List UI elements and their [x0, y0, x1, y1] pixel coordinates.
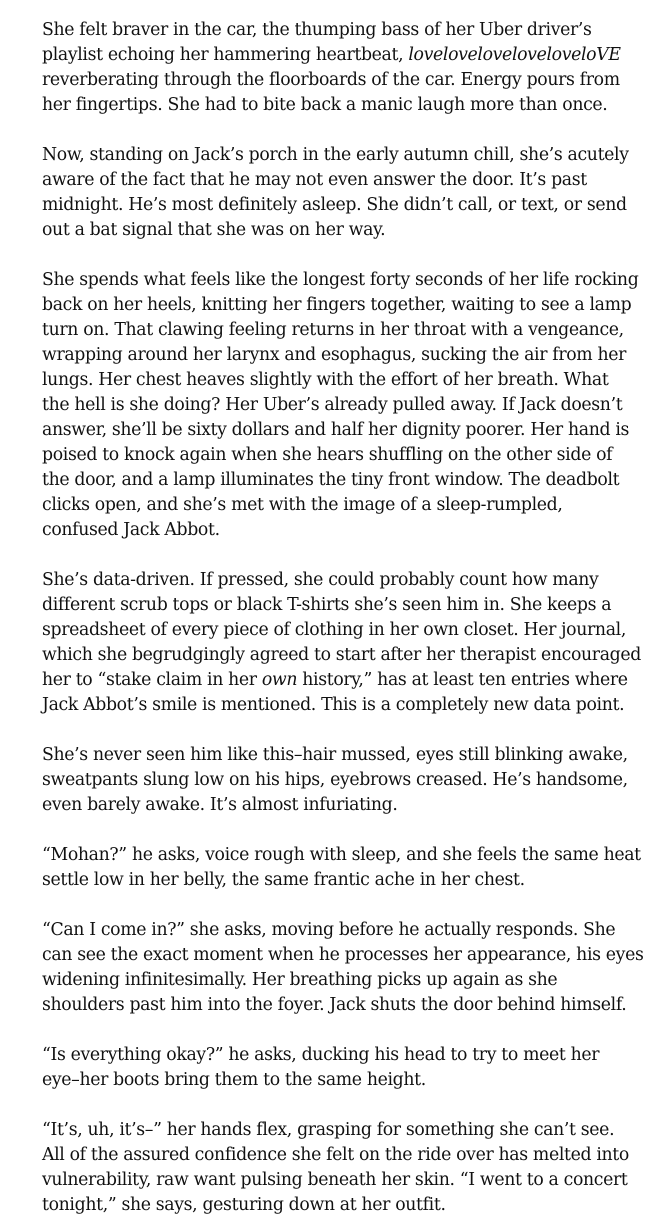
text-run: She felt braver in the car, the thumping bass of her Uber driver’s: [42, 20, 592, 40]
paragraph: [42, 743, 629, 818]
text-line: [42, 43, 629, 68]
text-line: [42, 18, 629, 43]
text-run: aware of the fact that he may not even answer the door. It’s past: [42, 170, 587, 190]
text-run: She’s never seen him like this–hair mussed, eyes still blinking awake,: [42, 745, 628, 765]
italic-text: loveloveloveloveloveloVE: [408, 45, 621, 65]
text-line: [42, 343, 629, 368]
text-line: [42, 518, 629, 543]
text-run: “Mohan?” he asks, voice rough with sleep, and she feels the same heat: [42, 845, 641, 865]
text-run: “Can I come in?” she asks, moving before he actually responds. She: [42, 920, 616, 940]
text-run: settle low in her belly, the same frantic ache in her chest.: [42, 870, 525, 890]
text-line: [42, 68, 629, 93]
text-run: widening infinitesimally. Her breathing picks up again as she: [42, 970, 558, 990]
paragraph: [42, 1043, 629, 1093]
text-run: eye–her boots bring them to the same height.: [42, 1070, 426, 1090]
text-run: the hell is she doing? Her Uber’s already pulled away. If Jack doesn’t: [42, 395, 623, 415]
text-line: [42, 618, 629, 643]
text-line: [42, 993, 629, 1018]
text-line: [42, 918, 629, 943]
text-line: [42, 393, 629, 418]
text-run: different scrub tops or black T-shirts she’s seen him in. She keeps a: [42, 595, 612, 615]
text-run: sweatpants slung low on his hips, eyebrows creased. He’s handsome,: [42, 770, 628, 790]
text-run: reverberating through the floorboards of the car. Energy pours from: [42, 70, 620, 90]
text-line: [42, 468, 629, 493]
text-line: [42, 93, 629, 118]
text-run: wrapping around her larynx and esophagus, sucking the air from her: [42, 345, 627, 365]
text-line: [42, 1118, 629, 1143]
text-line: [42, 668, 629, 693]
paragraph: [42, 143, 629, 243]
text-line: [42, 1168, 629, 1193]
text-line: [42, 293, 632, 318]
text-run: All of the assured confidence she felt on the ride over has melted into: [42, 1145, 629, 1165]
text-run: back on her heels, knitting her fingers together, waiting to see a lamp: [42, 295, 632, 315]
text-line: [42, 1068, 629, 1093]
text-run: turn on. That clawing feeling returns in her throat with a vengeance,: [42, 320, 624, 340]
text-line: [42, 768, 629, 793]
text-line: [42, 643, 641, 668]
text-run: “Is everything okay?” he asks, ducking his head to try to meet her: [42, 1045, 600, 1065]
text-line: [42, 793, 629, 818]
text-line: [42, 943, 644, 968]
text-run: even barely awake. It’s almost infuriating.: [42, 795, 398, 815]
text-run: Jack Abbot’s smile is mentioned. This is a completely new data point.: [42, 695, 625, 715]
paragraph: [42, 1118, 629, 1218]
text-run: her to “stake claim in her: [42, 670, 262, 690]
italic-text: own: [261, 670, 298, 690]
paragraph: [42, 268, 639, 543]
text-run: tonight,” she says, gesturing down at her outfit.: [42, 1195, 446, 1215]
text-line: [42, 568, 629, 593]
text-line: [42, 968, 629, 993]
text-run: spreadsheet of every piece of clothing in her own closet. Her journal,: [42, 620, 626, 640]
text-run: the door, and a lamp illuminates the tiny front window. The deadbolt: [42, 470, 620, 490]
text-run: vulnerability, raw want pulsing beneath her skin. “I went to a concert: [42, 1170, 628, 1190]
text-line: [42, 493, 629, 518]
text-line: [42, 143, 629, 168]
text-line: [42, 218, 629, 243]
text-run: her fingertips. She had to bite back a manic laugh more than once.: [42, 95, 608, 115]
text-run: confused Jack Abbot.: [42, 520, 220, 540]
paragraph: [42, 843, 641, 893]
text-line: [42, 418, 629, 443]
text-run: “It’s, uh, it’s–” her hands flex, grasping for something she can’t see.: [42, 1120, 615, 1140]
text-run: Now, standing on Jack’s porch in the early autumn chill, she’s acutely: [42, 145, 629, 165]
text-run: She’s data-driven. If pressed, she could probably count how many: [42, 570, 599, 590]
text-line: [42, 318, 629, 343]
paragraph: [42, 18, 629, 118]
text-run: out a bat signal that she was on her way.: [42, 220, 386, 240]
text-line: [42, 1143, 629, 1168]
text-run: poised to knock again when she hears shuffling on the other side of: [42, 445, 613, 465]
text-line: [42, 693, 629, 718]
text-run: midnight. He’s most definitely asleep. She didn’t call, or text, or send: [42, 195, 627, 215]
text-run: She spends what feels like the longest forty seconds of her life rocking: [42, 270, 639, 290]
text-run: lungs. Her chest heaves slightly with the effort of her breath. What: [42, 370, 609, 390]
text-run: clicks open, and she’s met with the image of a sleep-rumpled,: [42, 495, 563, 515]
text-run: which she begrudgingly agreed to start after her therapist encouraged: [42, 645, 641, 665]
text-line: [42, 368, 629, 393]
text-line: [42, 593, 629, 618]
text-line: [42, 1193, 629, 1218]
text-run: playlist echoing her hammering heartbeat,: [42, 45, 409, 65]
text-line: [42, 743, 629, 768]
text-run: shoulders past him into the foyer. Jack shuts the door behind himself.: [42, 995, 627, 1015]
text-run: history,” has at least ten entries where: [297, 670, 628, 690]
text-line: [42, 193, 629, 218]
text-line: [42, 1043, 629, 1068]
text-line: [42, 268, 639, 293]
text-line: [42, 443, 629, 468]
paragraph: [42, 918, 644, 1018]
text-line: [42, 868, 629, 893]
text-run: can see the exact moment when he processes her appearance, his eyes: [42, 945, 644, 965]
text-line: [42, 168, 629, 193]
text-run: answer, she’ll be sixty dollars and half her dignity poorer. Her hand is: [42, 420, 630, 440]
paragraph: [42, 568, 641, 718]
text-line: [42, 843, 641, 868]
